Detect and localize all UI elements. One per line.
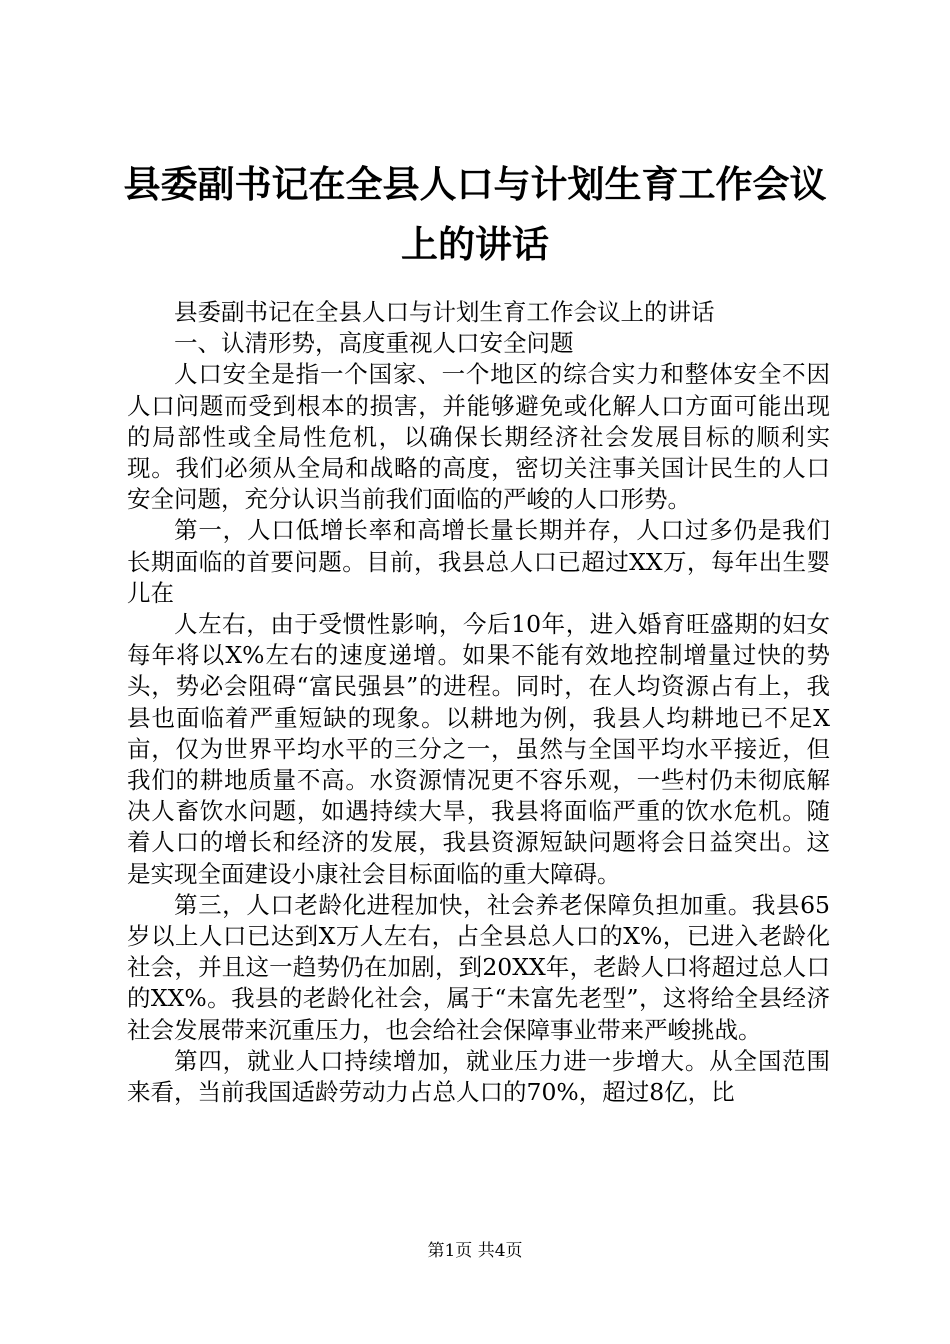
- body-paragraph: 第一，人口低增长率和高增长量长期并存，人口过多仍是我们长期面临的首要问题。目前，我县总人口已超过XX万，每年出生婴儿在: [127, 516, 830, 607]
- body-paragraph: 人左右，由于受惯性影响，今后10年，进入婚育旺盛期的妇女每年将以X%左右的速度递增。如果不能有效地控制增量过快的势头，势必会阻碍“富民强县”的进程。同时，在人均资源占有上，我县也面临着严重短缺的现象。以耕地为例，我县人均耕地已不足X亩，仅为世界平均水平的三分之一，虽然与全国平均水平接近，但我们的耕地质量不高。水资源情况更不容乐观，一些村仍未彻底解决人畜饮水问题，如遇持续大旱，我县将面临严重的饮水危机。随着人口的增长和经济的发展，我县资源短缺问题将会日益突出。这是实现全面建设小康社会目标面临的重大障碍。: [127, 610, 830, 888]
- document-body: [127, 297, 830, 1108]
- body-paragraph: 第三，人口老龄化进程加快，社会养老保障负担加重。我县65岁以上人口已达到X万人左右，占全县总人口的X%，已进入老龄化社会，并且这一趋势仍在加剧，到20XX年，老龄人口将超过总人口的XX%。我县的老龄化社会，属于“未富先老型”，这将给全县经济社会发展带来沉重压力，也会给社会保障事业带来严峻挑战。: [127, 890, 830, 1044]
- section-heading: 一、认清形势，高度重视人口安全问题: [174, 329, 574, 358]
- subtitle-paragraph: 县委副书记在全县人口与计划生育工作会议上的讲话: [174, 298, 715, 326]
- body-paragraph: 人口安全是指一个国家、一个地区的综合实力和整体安全不因人口问题而受到根本的损害，并能够避免或化解人口方面可能出现的局部性或全局性危机，以确保长期经济社会发展目标的顺利实现。我们必须从全局和战略的高度，密切关注事关国计民生的人口安全问题，充分认识当前我们面临的严峻的人口形势。: [127, 360, 830, 514]
- body-paragraph: 第四，就业人口持续增加，就业压力进一步增大。从全国范围来看，当前我国适龄劳动力占总人口的70%，超过8亿，比: [127, 1046, 830, 1107]
- document-title: 县委副书记在全县人口与计划生育工作会议上的讲话: [123, 163, 827, 266]
- page-number-footer: 第1页 共4页: [427, 1241, 523, 1261]
